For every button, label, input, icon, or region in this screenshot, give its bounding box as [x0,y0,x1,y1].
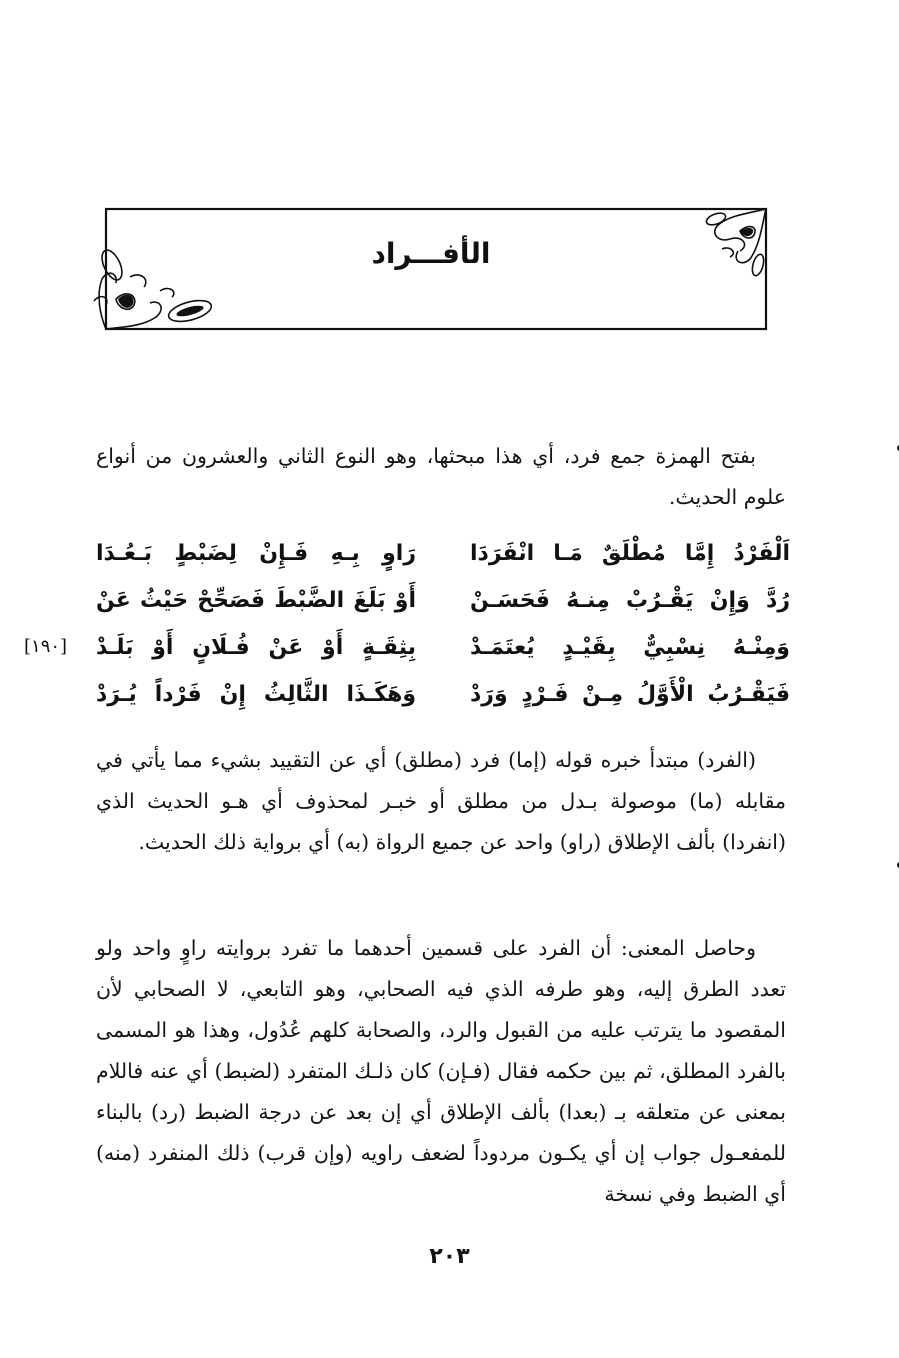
verse-right-hemistich: وَمِنْـهُ نِسْبِيٌّ بِقَيْـدٍ يُعتَمَـدْ [470,635,790,660]
verse-right-hemistich: فَيَقْـرُبُ الْأَوَّلُ مِـنْ فَـرْدٍ وَرَدْ [470,682,790,707]
chapter-title: الأفـــراد [371,237,491,270]
explanation-text-2: وحاصل المعنى: أن الفرد على قسمين أحدهما ما تفرد بروايته راوٍ واحد ولو تعدد الطرق إليه، وهو طرفه الذي فيه الصحابي، وهو التابعي، لا الصحابي لأن المقصود ما يترتب عليه من القبول والرد، والصحابة كلهم عُدُول، وهذا هو المسمى بالفرد المطلق، ثم بين حكمه فقال (فـإن) كان ذلـك المتفرد (لضبط) أي عنه فاللام بمعنى عن متعلقه بـ (بعدا) بألف الإطلاق أي إن بعد عن درجة الضبط (رد) بالبناء للمفعـول جواب إن أي يكـون مردوداً لضعف راويه (وإن قرب) ذلك المنفرد (منه) أي الضبط وفي نسخة [96,936,786,1206]
verse-left-hemistich: أَوْ بَلَغَ الضَّبْطَ فَصَحِّحْ حَيْثُ عَنْ [96,588,416,613]
explanation-paragraph [96,928,786,1215]
explanation-paragraph [96,740,786,863]
poem-verse [96,577,790,624]
verse-left-hemistich: رَاوٍ بِـهِ فَـإِنْ لِضَبْطٍ بَـعُـدَا [96,541,416,566]
verse-number: [١٩٠] [24,636,68,657]
intro-paragraph [96,436,786,518]
poem-verse [96,530,790,577]
chapter-title-frame [90,205,772,333]
explanation-text-1: (الفرد) مبتدأ خبره قوله (إما) فرد (مطلق) أي عن التقييد بشيء مما يأتي في مقابله (ما) موصولة بـدل من مطلق أو خبـر لمحذوف أي هـو الحديث الذي (انفردا) بألف الإطلاق (راو) واحد عن جميع الرواة (به) أي برواية ذلك الحديث. [96,748,786,854]
verse-left-hemistich: وَهَكَـذَا الثَّالِثُ إِنْ فَرْداً يُـرَدْ [96,682,416,707]
page-number: ٢٠٣ [429,1244,470,1269]
verse-left-hemistich: بِثِقَـةٍ أَوْ عَنْ فُـلَانٍ أَوْ بَلَـدْ [96,635,416,660]
poem-block [96,530,790,718]
verse-right-hemistich: رُدَّ وَإِنْ يَقْـرُبْ مِنـهُ فَحَسَـنْ [470,588,790,613]
poem-verse [96,624,790,671]
poem-verse [96,671,790,718]
verse-right-hemistich: اَلْفَرْدُ إِمَّا مُطْلَقٌ مَـا انْفَرَدَا [470,541,790,566]
intro-text: بفتح الهمزة جمع فرد، أي هذا مبحثها، وهو النوع الثاني والعشرون من أنواع علوم الحديث. [96,444,786,509]
